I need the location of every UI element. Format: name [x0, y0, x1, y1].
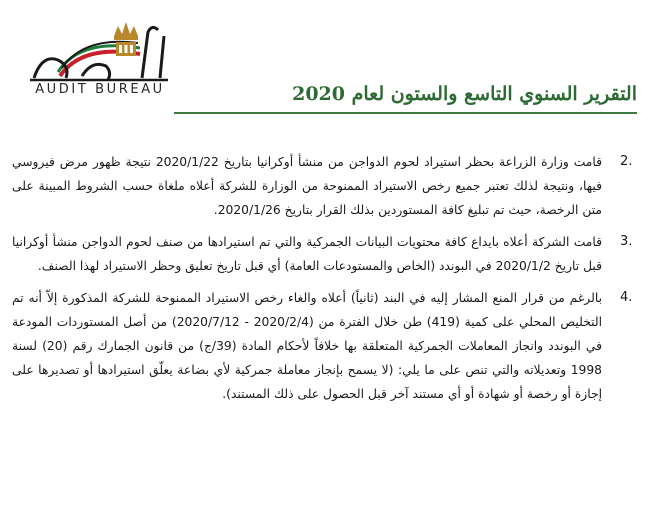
numbered-paragraph [12, 230, 633, 278]
audit-bureau-logo [22, 14, 172, 106]
report-title: التقرير السنوي التاسع والستون لعام 2020 [292, 83, 637, 105]
logo-caption: AUDIT BUREAU [35, 82, 165, 97]
paragraph-number: 4. [620, 290, 633, 305]
paragraph-text: قامت وزارة الزراعة بحظر استيراد لحوم الدواجن من منشأ أوكرانيا بتاريخ 2020/1/22 نتيجة ظهور مرض فيروسي فيها، ونتيجة لذلك تعتبر جميع رخص الاستيراد الممنوحة من الوزارة للشركة أعلاه ملغاة حسب الشروط المبينة على متن الرخصة، حيث تم تبليغ كافة المستوردين بذلك القرار بتاريخ 2020/1/26. [12, 155, 602, 217]
report-body [12, 150, 633, 414]
paragraph-text: قامت الشركة أعلاه بايداع كافة محتويات البيانات الجمركية والتي تم استيرادها من صنف لحوم الدواجن منشأ أوكرانيا قبل تاريخ 2020/1/2 في البوندد (الخاص والمستودعات العامة) أي قبل تاريخ تعليق وحظر الاستيراد لهذا الصنف. [12, 235, 602, 273]
numbered-paragraph [12, 150, 633, 222]
paragraph-text: بالرغم من قرار المنع المشار إليه في البند (ثانياً) أعلاه والغاء رخص الاستيراد الممنوحة للشركة المذكورة إلاّ أنه تم التخليص المحلي على كمية (419) طن خلال الفترة من (2020/2/4 - 2020/7/12) من أصل المستوردات المودعة في البوندد وانجاز المعاملات الجمركية المتعلقة بها خلافاً لأحكام المادة (39/ج) من قانون الجمارك رقم (20) لسنة 1998 وتعديلاته والتي تنص على ما يلي: (لا يسمح بإنجاز معاملة جمركية لأي بضاعة يعلّق استيرادها أو تصديرها على إجازة أو رخصة أو شهادة أو أي مستند آخر قبل الحصول على ذلك المستند). [12, 291, 603, 401]
paragraph-number: 2. [620, 154, 633, 169]
title-divider [174, 112, 637, 114]
logo-emblem-icon [22, 14, 172, 84]
numbered-paragraph [12, 286, 633, 406]
paragraph-number: 3. [620, 234, 633, 249]
